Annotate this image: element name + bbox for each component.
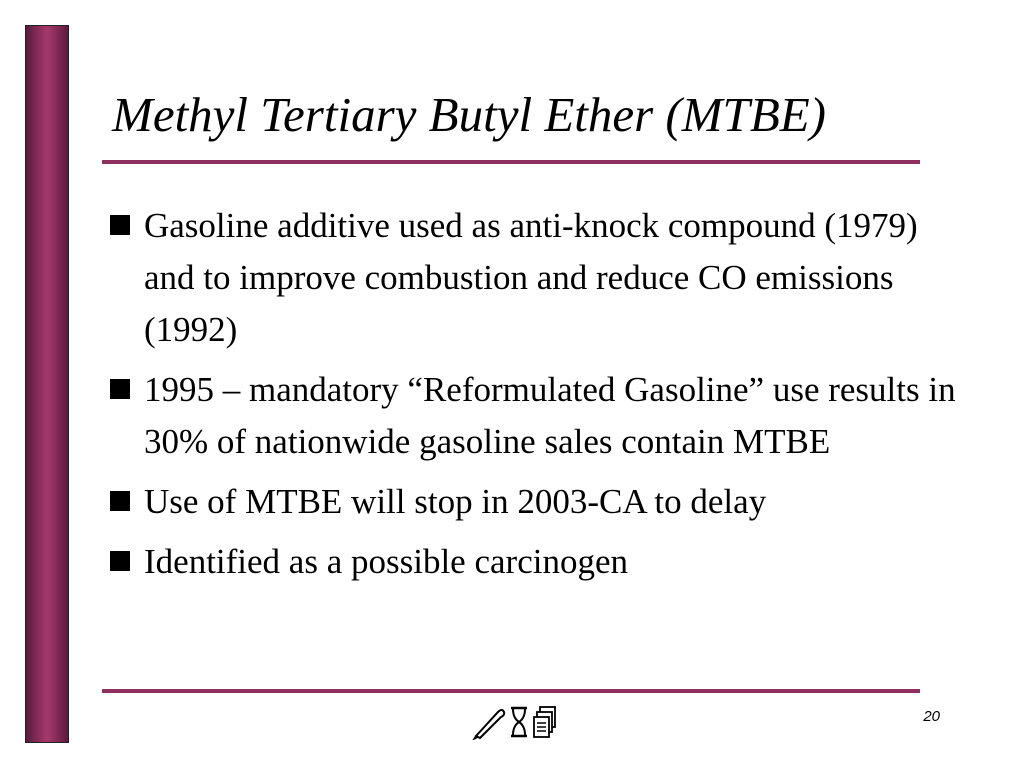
hourglass-icon [506,704,532,740]
bullet-text: Identified as a possible carcinogen [144,542,628,581]
bullet-square-icon [110,551,130,571]
slide-title: Methyl Tertiary Butyl Ether (MTBE) [112,87,826,142]
bullet-item [104,476,974,528]
page-number: 20 [923,708,940,725]
title-underline [102,160,920,164]
bullet-square-icon [110,215,130,235]
decorative-side-bar [25,25,69,743]
bullet-text: 1995 – mandatory “Reformulated Gasoline” use results in 30% of nationwide gasoline sales contain MTBE [144,370,956,461]
bullet-item [104,364,974,468]
footer-icons [472,700,558,740]
bullet-square-icon [110,491,130,511]
bullet-square-icon [110,379,130,399]
bullet-text: Use of MTBE will stop in 2003-CA to delay [144,482,767,521]
bullet-item [104,536,974,588]
bullet-item [104,200,974,356]
bullet-text: Gasoline additive used as anti-knock compound (1979) and to improve combustion and reduce CO emissions (1992) [144,206,918,349]
pen-icon [472,704,506,740]
footer-rule [102,689,920,693]
bullet-list [104,200,974,596]
document-stack-icon [532,704,558,740]
